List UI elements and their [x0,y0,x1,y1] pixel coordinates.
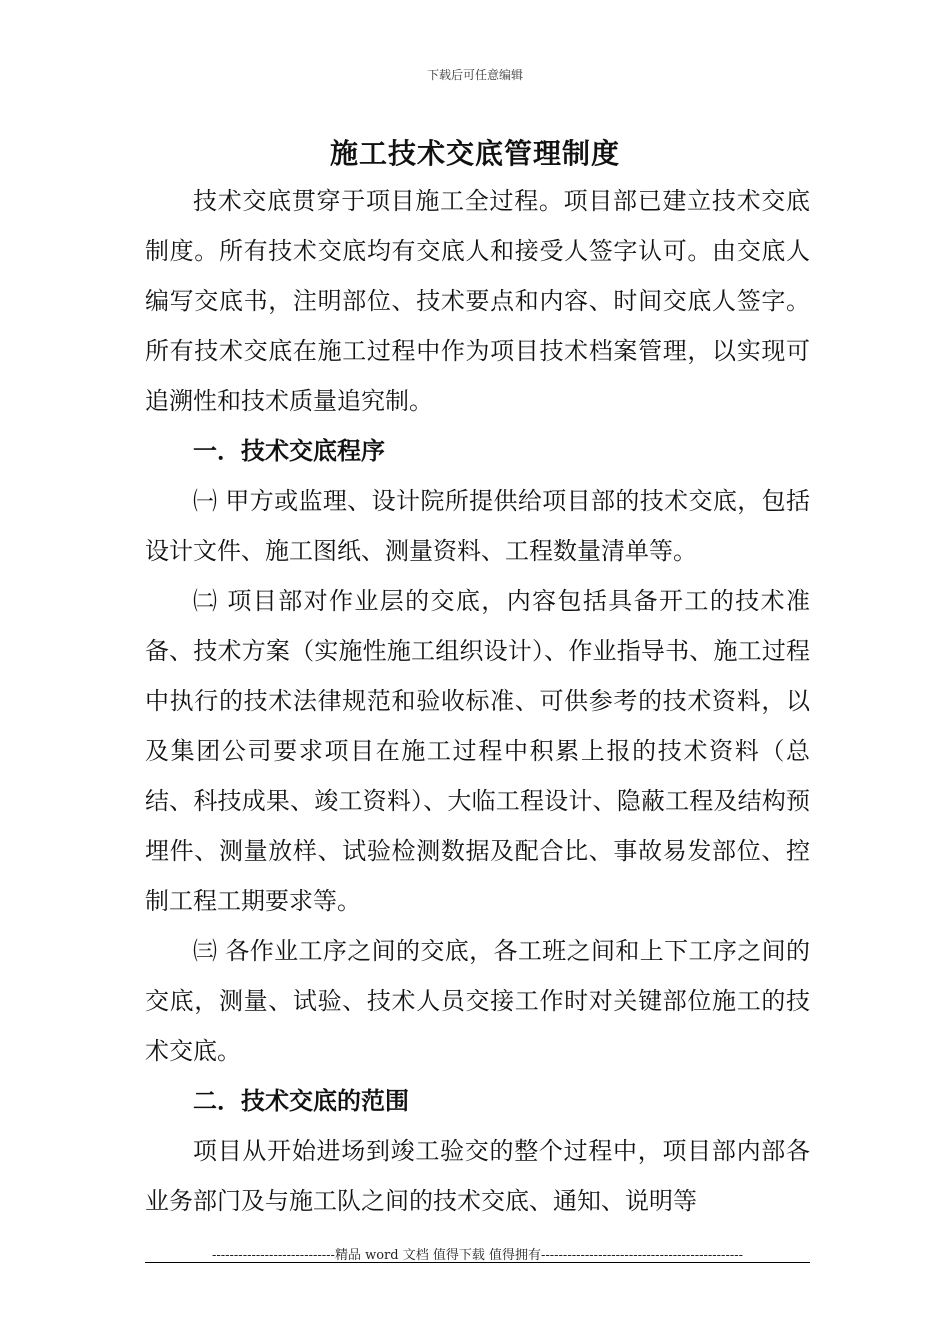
footer-divider [145,1262,810,1263]
document-body [145,176,810,1226]
document-title: 施工技术交底管理制度 [329,137,620,170]
scope-paragraph: 项目从开始进场到竣工验交的整个过程中，项目部内部各业务部门及与施工队之间的技术交底、通知、说明等 [145,1137,810,1215]
section-heading-scope: 二．技术交底的范围 [193,1086,409,1115]
procedure-item-3: ㈢ 各作业工序之间的交底，各工班之间和上下工序之间的交底，测量、试验、技术人员交接工作时对关键部位施工的技术交底。 [145,937,810,1065]
page-footer: ----------------------------精品 word 文档 值得下载 值得拥有---------------------------------------------- [211,1248,744,1263]
procedure-item-1: ㈠ 甲方或监理、设计院所提供给项目部的技术交底，包括设计文件、施工图纸、测量资料、工程数量清单等。 [145,487,810,565]
section-heading-procedure: 一．技术交底程序 [193,436,385,465]
page-header: 下载后可任意编辑 [426,68,523,82]
intro-paragraph: 技术交底贯穿于项目施工全过程。项目部已建立技术交底制度。所有技术交底均有交底人和接受人签字认可。由交底人编写交底书，注明部位、技术要点和内容、时间交底人签字。所有技术交底在施工过程中作为项目技术档案管理，以实现可追溯性和技术质量追究制。 [145,187,810,415]
procedure-item-2: ㈡ 项目部对作业层的交底，内容包括具备开工的技术准备、技术方案（实施性施工组织设计）、作业指导书、施工过程中执行的技术法律规范和验收标准、可供参考的技术资料，以及集团公司要求项目在施工过程中积累上报的技术资料（总结、科技成果、竣工资料）、大临工程设计、隐蔽工程及结构预埋件、测量放样、试验检测数据及配合比、事故易发部位、控制工程工期要求等。 [145,587,810,915]
